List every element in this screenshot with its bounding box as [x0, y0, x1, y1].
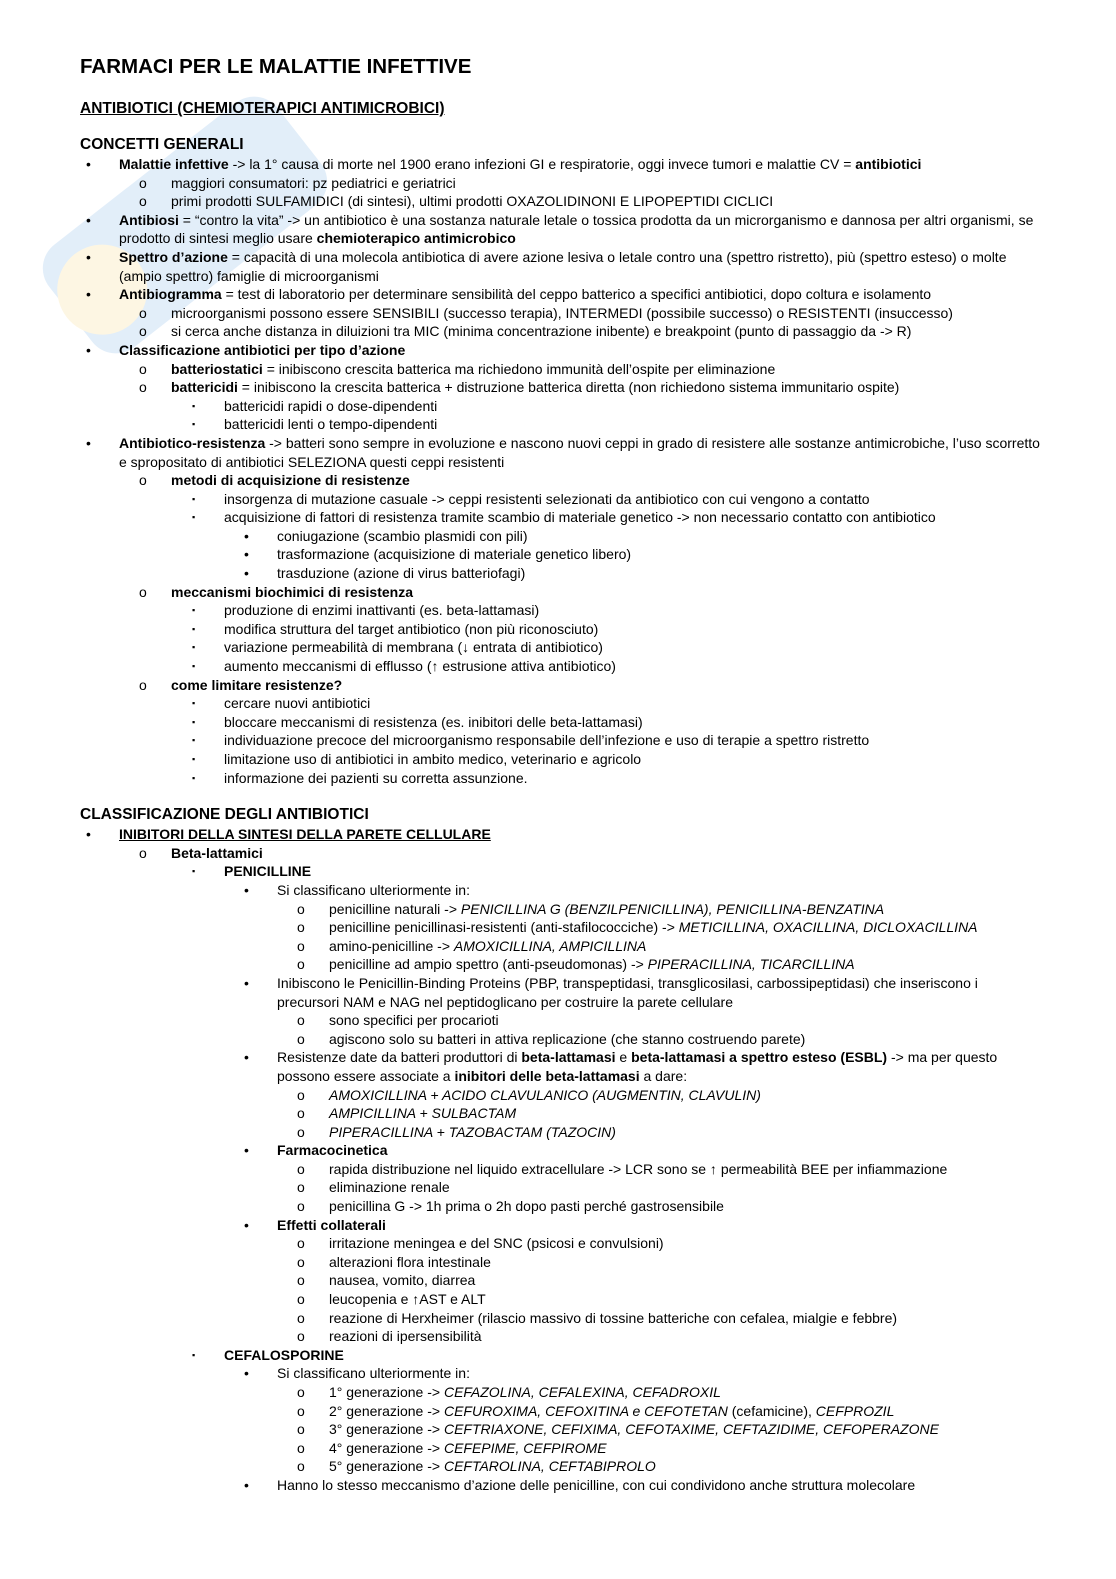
list-item: o AMPICILLINA + SULBACTAM: [80, 1104, 1040, 1123]
list-item: o penicilline ad ampio spettro (anti-pseudomonas) -> PIPERACILLINA, TICARCILLINA: [80, 955, 1040, 974]
list-item: o meccanismi biochimici di resistenza: [80, 583, 1040, 602]
list-item: • Malattie infettive -> la 1° causa di morte nel 1900 erano infezioni GI e respiratorie, oggi invece tumori e malattie CV = antibiotici: [80, 155, 1040, 174]
list-item: ▪ insorgenza di mutazione casuale -> ceppi resistenti selezionati da antibiotico con cui vengono a contatto: [80, 490, 1040, 509]
list-item: • Si classificano ulteriormente in:: [80, 881, 1040, 900]
list-item: • Hanno lo stesso meccanismo d’azione delle penicilline, con cui condividono anche struttura molecolare: [80, 1476, 1040, 1495]
list-item: • Effetti collaterali: [80, 1216, 1040, 1235]
list-item: o 4° generazione -> CEFEPIME, CEFPIROME: [80, 1439, 1040, 1458]
list-item: • Farmacocinetica: [80, 1141, 1040, 1160]
list-item: o irritazione meningea e del SNC (psicosi e convulsioni): [80, 1234, 1040, 1253]
list-item: • Antibiogramma = test di laboratorio per determinare sensibilità del ceppo batterico a specifici antibiotici, dopo coltura e isolamento: [80, 285, 1040, 304]
list-item: • Resistenze date da batteri produttori di beta-lattamasi e beta-lattamasi a spettro esteso (ESBL) -> ma per questo possono essere associate a inibitori delle beta-lattamasi a dare:: [80, 1048, 1040, 1085]
list-item: ▪ battericidi lenti o tempo-dipendenti: [80, 415, 1040, 434]
list-item: ▪ PENICILLINE: [80, 862, 1040, 881]
list-item: o amino-penicilline -> AMOXICILLINA, AMPICILLINA: [80, 937, 1040, 956]
section-heading-concetti: CONCETTI GENERALI: [80, 136, 244, 153]
list-item: ▪ limitazione uso di antibiotici in ambito medico, veterinario e agricolo: [80, 750, 1040, 769]
list-item: o battericidi = inibiscono la crescita batterica + distruzione batterica diretta (non richiedono sistema immunitario ospite): [80, 378, 1040, 397]
list-item: ▪ bloccare meccanismi di resistenza (es. inibitori delle beta-lattamasi): [80, 713, 1040, 732]
list-item: • Antibiotico-resistenza -> batteri sono sempre in evoluzione e nascono nuovi ceppi in grado di resistere alle sostanze antimicrobiche, l’uso scorretto e spropositato di antibiotici SELEZIONA questi ceppi resistenti: [80, 434, 1040, 471]
list-item: o nausea, vomito, diarrea: [80, 1271, 1040, 1290]
list-item: o 3° generazione -> CEFTRIAXONE, CEFIXIMA, CEFOTAXIME, CEFTAZIDIME, CEFOPERAZONE: [80, 1420, 1040, 1439]
list-item: o eliminazione renale: [80, 1178, 1040, 1197]
list-item: o primi prodotti SULFAMIDICI (di sintesi), ultimi prodotti OXAZOLIDINONI E LIPOPEPTIDI CICLICI: [80, 192, 1040, 211]
list-item: o 1° generazione -> CEFAZOLINA, CEFALEXINA, CEFADROXIL: [80, 1383, 1040, 1402]
list-item: o 5° generazione -> CEFTAROLINA, CEFTABIPROLO: [80, 1457, 1040, 1476]
list-item: o metodi di acquisizione di resistenze: [80, 471, 1040, 490]
list-item: o reazioni di ipersensibilità: [80, 1327, 1040, 1346]
list-item: o rapida distribuzione nel liquido extracellulare -> LCR sono se ↑ permeabilità BEE per infiammazione: [80, 1160, 1040, 1179]
list-item: o 2° generazione -> CEFUROXIMA, CEFOXITINA e CEFOTETAN (cefamicine), CEFPROZIL: [80, 1402, 1040, 1421]
list-item: ▪ acquisizione di fattori di resistenza tramite scambio di materiale genetico -> non necessario contatto con antibiotico: [80, 508, 1040, 527]
list-item: o AMOXICILLINA + ACIDO CLAVULANICO (AUGMENTIN, CLAVULIN): [80, 1086, 1040, 1105]
document-page: [80, 54, 1040, 1495]
list-item: o alterazioni flora intestinale: [80, 1253, 1040, 1272]
list-item: ▪ variazione permeabilità di membrana (↓ entrata di antibiotico): [80, 638, 1040, 657]
list-item: o maggiori consumatori: pz pediatrici e geriatrici: [80, 174, 1040, 193]
list-item: • trasduzione (azione di virus batteriofagi): [80, 564, 1040, 583]
list-item: o si cerca anche distanza in diluizioni tra MIC (minima concentrazione inibente) e breakpoint (punto di passaggio da -> R): [80, 322, 1040, 341]
document-title: FARMACI PER LE MALATTIE INFETTIVE: [80, 55, 472, 78]
document-subtitle: ANTIBIOTICI (CHEMIOTERAPICI ANTIMICROBICI): [80, 100, 445, 117]
list-item: • INIBITORI DELLA SINTESI DELLA PARETE CELLULARE: [80, 825, 1040, 844]
list-item: • Classificazione antibiotici per tipo d’azione: [80, 341, 1040, 360]
list-item: o penicilline penicillinasi-resistenti (anti-stafilococciche) -> METICILLINA, OXACILLINA, DICLOXACILLINA: [80, 918, 1040, 937]
list-item: o agiscono solo su batteri in attiva replicazione (che stanno costruendo parete): [80, 1030, 1040, 1049]
list-item: o sono specifici per procarioti: [80, 1011, 1040, 1030]
list-item: ▪ battericidi rapidi o dose-dipendenti: [80, 397, 1040, 416]
list-item: o reazione di Herxheimer (rilascio massivo di tossine batteriche con cefalea, mialgie e febbre): [80, 1309, 1040, 1328]
section-heading-classificazione: CLASSIFICAZIONE DEGLI ANTIBIOTICI: [80, 806, 369, 824]
list-item: ▪ informazione dei pazienti su corretta assunzione.: [80, 769, 1040, 788]
list-item: • Inibiscono le Penicillin-Binding Proteins (PBP, transpeptidasi, transglicosilasi, carbossipeptidasi) che inseriscono i precursori NAM e NAG nel peptidoglicano per costruire la parete cellulare: [80, 974, 1040, 1011]
list-item: o penicilline naturali -> PENICILLINA G (BENZILPENICILLINA), PENICILLINA-BENZATINA: [80, 900, 1040, 919]
list-item: • Antibiosi = “contro la vita” -> un antibiotico è una sostanza naturale letale o tossica prodotta da un microrganismo e dannosa per altri organismi, se prodotto di sintesi meglio usare chemioterapico antimicrobico: [80, 211, 1040, 248]
list-item: o leucopenia e ↑AST e ALT: [80, 1290, 1040, 1309]
list-item: ▪ produzione di enzimi inattivanti (es. beta-lattamasi): [80, 601, 1040, 620]
list-item: o Beta-lattamici: [80, 844, 1040, 863]
list-item: o microorganismi possono essere SENSIBILI (successo terapia), INTERMEDI (possibile successo) o RESISTENTI (insuccesso): [80, 304, 1040, 323]
list-item: o penicillina G -> 1h prima o 2h dopo pasti perché gastrosensibile: [80, 1197, 1040, 1216]
list-item: ▪ CEFALOSPORINE: [80, 1346, 1040, 1365]
list-item: o come limitare resistenze?: [80, 676, 1040, 695]
list-item: ▪ modifica struttura del target antibiotico (non più riconosciuto): [80, 620, 1040, 639]
list-item: • coniugazione (scambio plasmidi con pili): [80, 527, 1040, 546]
list-item: • Spettro d’azione = capacità di una molecola antibiotica di avere azione lesiva o letale contro una (spettro ristretto), più (spettro esteso) o molte (ampio spettro) famiglie di microorganismi: [80, 248, 1040, 285]
list-item: • Si classificano ulteriormente in:: [80, 1364, 1040, 1383]
list-item: ▪ aumento meccanismi di efflusso (↑ estrusione attiva antibiotico): [80, 657, 1040, 676]
list-item: ▪ cercare nuovi antibiotici: [80, 694, 1040, 713]
list-item: o PIPERACILLINA + TAZOBACTAM (TAZOCIN): [80, 1123, 1040, 1142]
list-item: o batteriostatici = inibiscono crescita batterica ma richiedono immunità dell’ospite per eliminazione: [80, 360, 1040, 379]
list-item: • trasformazione (acquisizione di materiale genetico libero): [80, 545, 1040, 564]
list-item: ▪ individuazione precoce del microorganismo responsabile dell’infezione e uso di terapie a spettro ristretto: [80, 731, 1040, 750]
